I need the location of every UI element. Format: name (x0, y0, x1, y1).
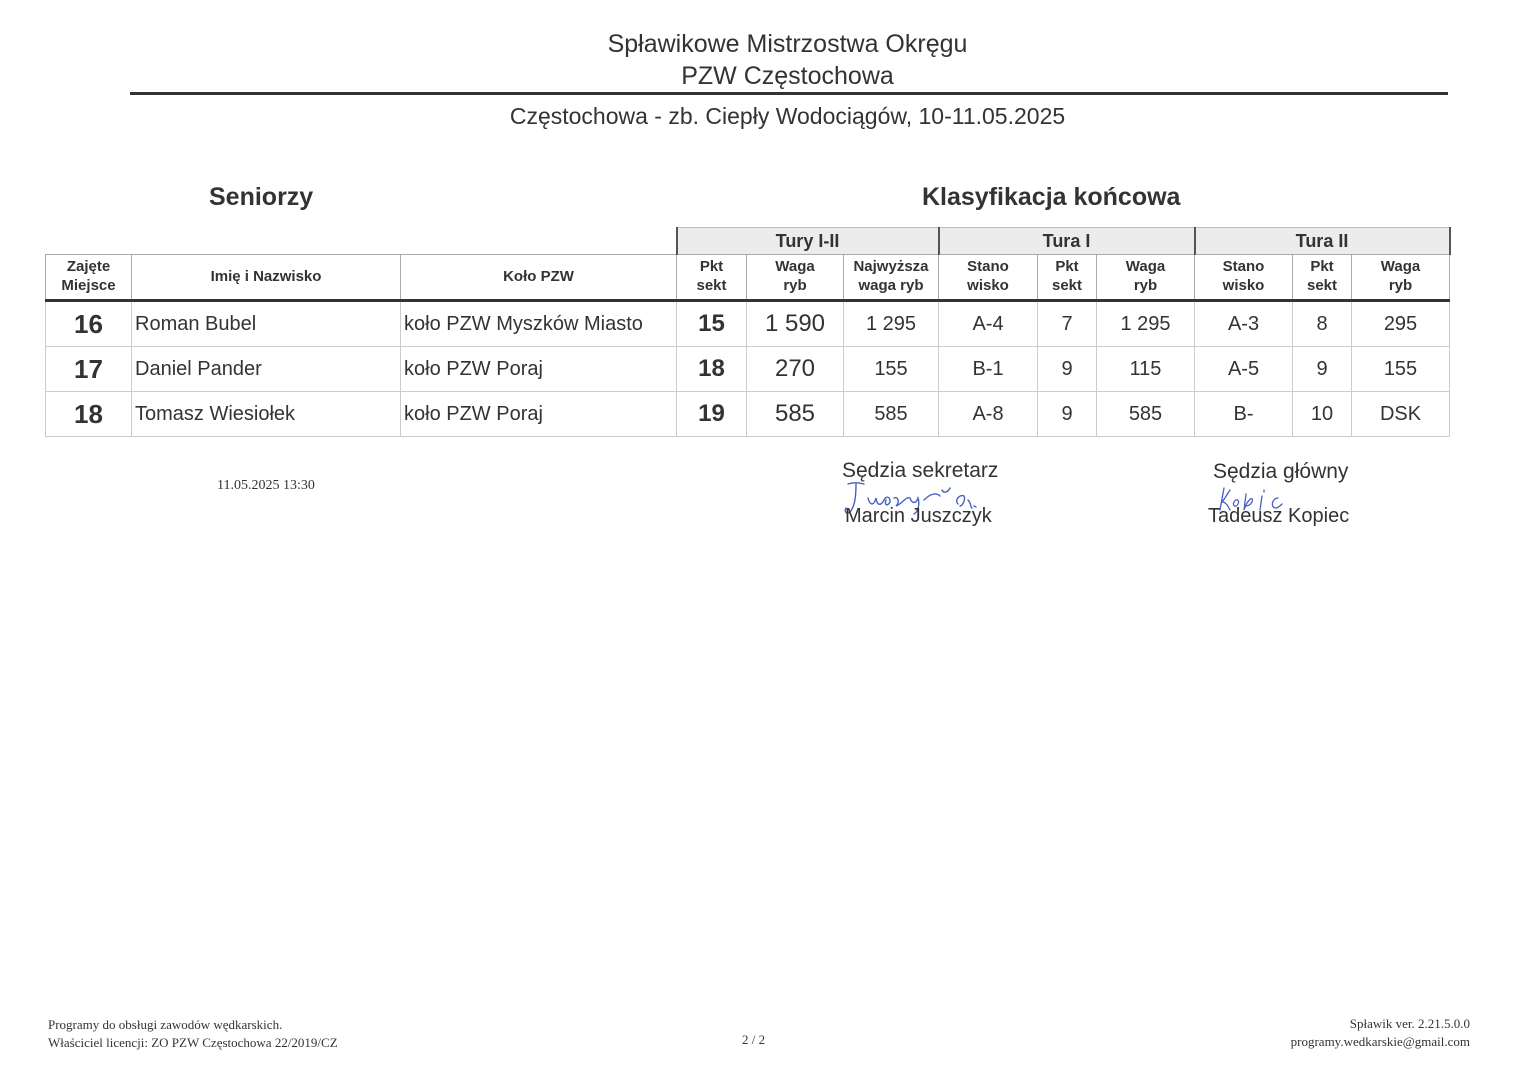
cell-pkt12: 19 (677, 392, 747, 437)
table-row (46, 347, 1450, 392)
cell-pkt12: 18 (677, 347, 747, 392)
cell-waga12: 1 590 (747, 301, 844, 347)
secretary-name: Marcin Juszczyk (845, 505, 992, 527)
col-pkt1: Pkt sekt (1038, 255, 1097, 301)
cell-stan2: B- (1195, 392, 1293, 437)
cell-pkt2: 10 (1293, 392, 1352, 437)
col-stan1: Stano wisko (939, 255, 1038, 301)
table-row (46, 301, 1450, 347)
footer-left (48, 1016, 338, 1051)
col-pkt12: Pkt sekt (677, 255, 747, 301)
footer-software-line: Programy do obsługi zawodów wędkarskich. (48, 1017, 283, 1032)
cell-pkt2: 8 (1293, 301, 1352, 347)
classification-title: Klasyfikacja końcowa (922, 183, 1181, 211)
column-header-row (46, 255, 1450, 301)
col-stan2: Stano wisko (1195, 255, 1293, 301)
secretary-role: Sędzia sekretarz (842, 459, 999, 482)
cell-waga2: 295 (1352, 301, 1450, 347)
results-table (45, 227, 1451, 437)
title-line-2: PZW Częstochowa (681, 62, 894, 90)
title-line-1: Spławikowe Mistrzostwa Okręgu (607, 30, 968, 58)
col-club: Koło PZW (401, 255, 677, 301)
chief-name: Tadeusz Kopiec (1208, 505, 1350, 527)
footer-right (1291, 1015, 1470, 1050)
footer-version: Spławik ver. 2.21.5.0.0 (1349, 1016, 1470, 1031)
col-pkt2: Pkt sekt (1293, 255, 1352, 301)
chief-role: Sędzia główny (1213, 460, 1349, 483)
cell-name: Roman Bubel (132, 301, 401, 347)
cell-pkt2: 9 (1293, 347, 1352, 392)
cell-waga2: DSK (1352, 392, 1450, 437)
col-waga12: Waga ryb (747, 255, 844, 301)
cell-name: Tomasz Wiesiołek (132, 392, 401, 437)
col-place: Zajęte Miejsce (46, 255, 132, 301)
cell-pkt12: 15 (677, 301, 747, 347)
cell-club: koło PZW Poraj (401, 392, 677, 437)
category-title: Seniorzy (209, 183, 314, 211)
table-row (46, 392, 1450, 437)
cell-name: Daniel Pander (132, 347, 401, 392)
col-waga1: Waga ryb (1097, 255, 1195, 301)
cell-club: koło PZW Myszków Miasto (401, 301, 677, 347)
cell-stan2: A-3 (1195, 301, 1293, 347)
cell-waga1: 585 (1097, 392, 1195, 437)
group-tura-1: Tura I (939, 228, 1195, 255)
footer-email: programy.wedkarskie@gmail.com (1290, 1033, 1470, 1049)
header-rule (130, 92, 1448, 95)
col-waga2: Waga ryb (1352, 255, 1450, 301)
cell-waga2: 155 (1352, 347, 1450, 392)
cell-max: 155 (844, 347, 939, 392)
cell-place: 18 (46, 392, 132, 437)
location-date: Częstochowa - zb. Ciepły Wodociągów, 10-11.05.2025 (509, 103, 1066, 129)
footer-license-line: Właściciel licencji: ZO PZW Częstochowa 22/2019/CZ (48, 1034, 338, 1050)
cell-max: 1 295 (844, 301, 939, 347)
cell-waga12: 585 (747, 392, 844, 437)
cell-waga1: 1 295 (1097, 301, 1195, 347)
group-tury: Tury I-II (677, 228, 939, 255)
cell-pkt1: 9 (1038, 392, 1097, 437)
group-header-row (46, 228, 1450, 255)
cell-stan1: A-8 (939, 392, 1038, 437)
col-name: Imię i Nazwisko (132, 255, 401, 301)
cell-stan1: A-4 (939, 301, 1038, 347)
cell-waga1: 115 (1097, 347, 1195, 392)
group-tura-2: Tura II (1195, 228, 1450, 255)
cell-place: 16 (46, 301, 132, 347)
cell-club: koło PZW Poraj (401, 347, 677, 392)
cell-place: 17 (46, 347, 132, 392)
cell-stan2: A-5 (1195, 347, 1293, 392)
cell-max: 585 (844, 392, 939, 437)
cell-stan1: B-1 (939, 347, 1038, 392)
cell-pkt1: 7 (1038, 301, 1097, 347)
page-number: 2 / 2 (742, 1032, 766, 1047)
cell-pkt1: 9 (1038, 347, 1097, 392)
col-max: Najwyższa waga ryb (844, 255, 939, 301)
cell-waga12: 270 (747, 347, 844, 392)
printed-timestamp: 11.05.2025 13:30 (217, 478, 315, 493)
